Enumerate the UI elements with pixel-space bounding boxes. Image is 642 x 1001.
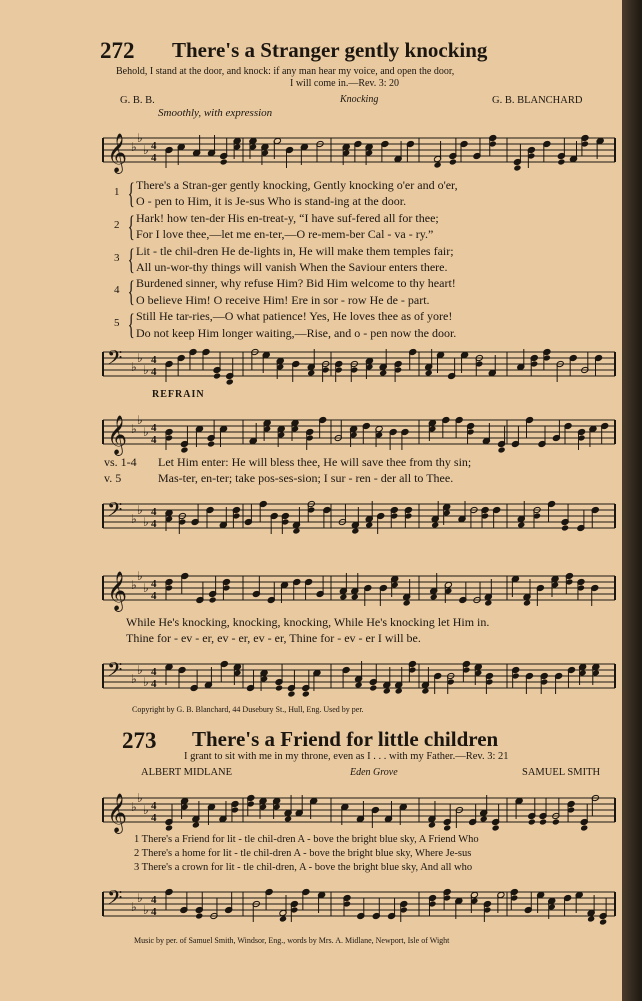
treble-staff-272-a — [103, 126, 615, 180]
svg-text:𝄞: 𝄞 — [107, 571, 128, 611]
svg-text:♭: ♭ — [143, 425, 149, 439]
bass-staff-273 — [103, 880, 615, 934]
svg-text:♭: ♭ — [137, 131, 143, 145]
svg-text:4: 4 — [151, 506, 157, 518]
treble-staff-273 — [103, 786, 615, 840]
svg-text:4: 4 — [151, 434, 157, 446]
svg-text:4: 4 — [151, 906, 157, 918]
svg-text:♭: ♭ — [131, 900, 137, 914]
hymn-title-272: There's a Stranger gently knocking — [172, 38, 488, 62]
svg-text:𝄞: 𝄞 — [107, 415, 128, 455]
verse-line: Still He tar-ries,—O what patience! Yes, He loves thee as of yore! — [136, 309, 453, 324]
verse-number: 4 — [114, 284, 120, 297]
scripture-272-line1: Behold, I stand at the door, and knock: if any man hear my voice, and open the door, — [116, 66, 455, 77]
svg-text:4: 4 — [151, 152, 157, 164]
verse-number: 5 — [114, 317, 120, 330]
verse-273-1: 1 There's a Friend for lit - tle chil-dren A - bove the bright blue sky, A Friend Who — [134, 834, 479, 845]
bass-staff-272-b — [103, 492, 615, 546]
composer-272: G. B. BLANCHARD — [492, 95, 583, 106]
svg-text:♭: ♭ — [143, 803, 149, 817]
svg-text:4: 4 — [151, 812, 157, 824]
author-272: G. B. B. — [120, 95, 155, 106]
scripture-273: I grant to sit with me in my throne, even as I . . . with my Father.—Rev. 3: 21 — [184, 751, 509, 762]
svg-text:4: 4 — [151, 678, 157, 690]
svg-text:♭: ♭ — [131, 140, 137, 154]
svg-text:4: 4 — [151, 894, 157, 906]
tune-name-273: Eden Grove — [350, 767, 398, 778]
verse-line: For I love thee,—let me en-ter,—O re-mem-ber Cal - va - ry.” — [136, 227, 434, 242]
svg-text:♭: ♭ — [131, 578, 137, 592]
svg-text:♭: ♭ — [131, 800, 137, 814]
tune-name-272: Knocking — [340, 94, 379, 105]
refrain-label-vs1-4: vs. 1-4 — [104, 455, 137, 469]
svg-text:4: 4 — [151, 590, 157, 602]
svg-text:4: 4 — [151, 518, 157, 530]
svg-text:𝄞: 𝄞 — [107, 793, 128, 833]
verse-brace: { — [127, 275, 135, 309]
svg-text:𝄞: 𝄞 — [107, 133, 128, 173]
svg-text:♭: ♭ — [137, 413, 143, 427]
svg-text:𝄢: 𝄢 — [107, 886, 123, 914]
verse-line: There's a Stran-ger gently knocking, Gently knocking o'er and o'er, — [136, 178, 458, 192]
scripture-272-line2: I will come in.—Rev. 3: 20 — [290, 78, 400, 89]
verse-line: Burdened sinner, why refuse Him? Bid Him welcome to thy heart! — [136, 276, 456, 291]
verse-line: All un-wor-thy things will vanish When the Saviour enters there. — [136, 260, 448, 274]
svg-text:♭: ♭ — [143, 675, 149, 689]
verse-line: Do not keep Him longer waiting,—Rise, and o - pen now the door. — [136, 325, 457, 340]
svg-text:♭: ♭ — [131, 360, 137, 374]
svg-text:4: 4 — [151, 666, 157, 678]
svg-text:♭: ♭ — [143, 363, 149, 377]
verse-line: O - pen to Him, it is Je-sus Who is stand-ing at the door. — [136, 194, 407, 209]
svg-text:♭: ♭ — [137, 569, 143, 583]
hymn-title-273: There's a Friend for little children — [192, 727, 499, 751]
svg-text:4: 4 — [151, 366, 157, 378]
bass-staff-272-c — [103, 652, 615, 706]
credit-273: Music by per. of Samuel Smith, Windsor, Eng., words by Mrs. A. Midlane, Newport, Isle of Wight — [134, 936, 450, 945]
refrain-label: REFRAIN — [152, 389, 205, 400]
svg-text:♭: ♭ — [137, 503, 143, 517]
refrain-line-vs1-4: Let Him enter: He will bless thee, He will save thee from thy sin; — [158, 455, 472, 469]
verse-number: 3 — [114, 251, 120, 264]
refrain-line-v5: Mas-ter, en-ter; take pos-ses-sion; I sur - ren - der all to Thee. — [158, 471, 454, 485]
verse-brace: { — [127, 209, 135, 243]
svg-text:♭: ♭ — [131, 512, 137, 526]
verse-number: 2 — [114, 218, 120, 231]
verse-273-3: 3 There's a crown for lit - tle chil-dren, A - bove the bright blue sky, And all who — [134, 862, 473, 873]
svg-text:4: 4 — [151, 422, 157, 434]
svg-text:♭: ♭ — [137, 891, 143, 905]
svg-text:♭: ♭ — [143, 581, 149, 595]
hymn-number-273: 273 — [122, 728, 157, 753]
bass-staff-272-a — [103, 340, 615, 394]
svg-text:𝄢: 𝄢 — [107, 498, 123, 526]
verse-brace: { — [127, 177, 135, 210]
tempo-marking-272: Smoothly, with expression — [158, 107, 273, 119]
svg-text:𝄢: 𝄢 — [107, 658, 123, 686]
svg-text:♭: ♭ — [143, 903, 149, 917]
verse-brace: { — [127, 242, 135, 276]
copyright-272: Copyright by G. B. Blanchard, 44 Dusebury St., Hull, Eng. Used by per. — [132, 705, 364, 714]
svg-text:4: 4 — [151, 578, 157, 590]
composer-273: SAMUEL SMITH — [522, 767, 601, 778]
verse-line: Hark! how ten-der His en-treat-y, “I have suf-fered all for thee; — [136, 210, 439, 225]
svg-text:♭: ♭ — [137, 791, 143, 805]
verse-line: Lit - tle chil-dren He de-lights in, He will make them temples fair; — [136, 243, 454, 258]
hymn-number-272: 272 — [100, 38, 135, 63]
verse-line: O believe Him! O receive Him! Ere in sor - row He de - part. — [136, 292, 430, 307]
svg-text:♭: ♭ — [137, 663, 143, 677]
treble-staff-272-b — [103, 408, 615, 462]
svg-text:𝄢: 𝄢 — [107, 346, 123, 374]
svg-text:4: 4 — [151, 800, 157, 812]
verse-number: 1 — [114, 186, 120, 198]
book-edge — [622, 0, 642, 1001]
svg-text:♭: ♭ — [131, 422, 137, 436]
treble-staff-272-c — [103, 564, 615, 618]
verse-273-2: 2 There's a home for lit - tle chil-dren A - bove the bright blue sky, Where Je-sus — [134, 848, 472, 859]
svg-text:♭: ♭ — [131, 672, 137, 686]
svg-text:4: 4 — [151, 354, 157, 366]
refrain2-line2: Thine for - ev - er, ev - er, ev - er, Thine for - ev - er I will be. — [126, 631, 421, 645]
svg-text:4: 4 — [151, 140, 157, 152]
refrain-label-v5: v. 5 — [104, 471, 122, 485]
refrain2-line1: While He's knocking, knocking, knocking, While He's knocking let Him in. — [126, 615, 490, 629]
svg-text:♭: ♭ — [143, 515, 149, 529]
svg-text:♭: ♭ — [137, 351, 143, 365]
author-273: ALBERT MIDLANE — [141, 767, 233, 778]
svg-text:♭: ♭ — [143, 143, 149, 157]
verse-brace: { — [127, 308, 135, 342]
